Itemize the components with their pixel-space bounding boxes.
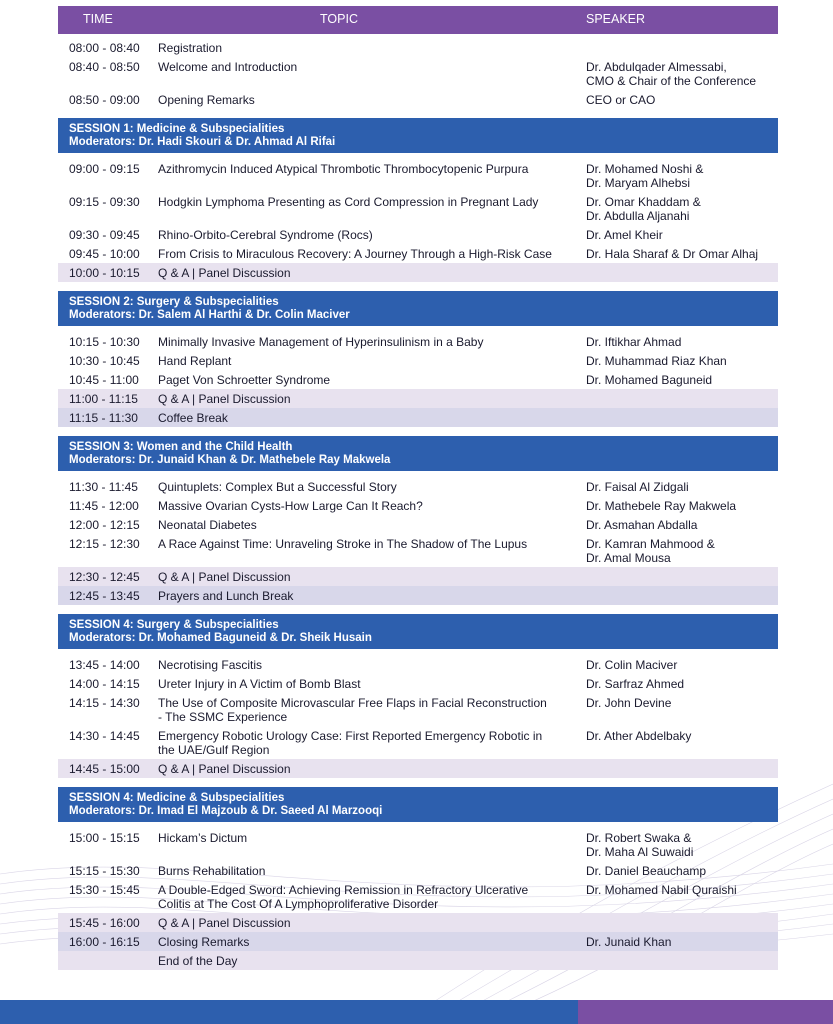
row-speaker: Dr. Iftikhar Ahmad: [586, 335, 682, 349]
row-topic: From Crisis to Miraculous Recovery: A Journey Through a High-Risk Case: [158, 247, 552, 261]
row-topic: Neonatal Diabetes: [158, 518, 257, 532]
row-topic: Paget Von Schroetter Syndrome: [158, 373, 331, 387]
footer-blue-bar: [0, 1000, 578, 1024]
agenda-row: [58, 655, 778, 674]
agenda-row: [58, 408, 778, 427]
agenda-row: [58, 477, 778, 496]
row-topic: Coffee Break: [158, 411, 228, 425]
row-time: 15:15 - 15:30: [69, 864, 140, 878]
row-speaker: Dr. Omar Khaddam & Dr. Abdulla Aljanahi: [586, 195, 701, 223]
row-time: 14:30 - 14:45: [69, 729, 140, 743]
row-time: 14:45 - 15:00: [69, 762, 140, 776]
row-topic: Q & A | Panel Discussion: [158, 570, 291, 584]
row-speaker: Dr. Asmahan Abdalla: [586, 518, 698, 532]
session-header: [58, 787, 778, 822]
agenda-row: [58, 586, 778, 605]
agenda-header: [58, 6, 778, 34]
session-moderators: Moderators: Dr. Junaid Khan & Dr. Mathebele Ray Makwela: [69, 453, 391, 466]
session-title: SESSION 1: Medicine & Subspecialities: [69, 123, 285, 135]
row-time: 14:15 - 14:30: [69, 696, 140, 710]
row-topic: Q & A | Panel Discussion: [158, 392, 291, 406]
row-topic: Opening Remarks: [158, 93, 255, 107]
row-topic: Emergency Robotic Urology Case: First Reported Emergency Robotic in the UAE/Gulf Region: [158, 729, 543, 757]
agenda-row: [58, 496, 778, 515]
row-time: 10:15 - 10:30: [69, 335, 140, 349]
agenda-row: [58, 534, 778, 567]
agenda-row: [58, 351, 778, 370]
agenda-row: [58, 38, 778, 57]
session-title: SESSION 3: Women and the Child Health: [69, 441, 293, 453]
row-time: 13:45 - 14:00: [69, 658, 140, 672]
row-topic: Closing Remarks: [158, 935, 250, 949]
footer-purple-bar: [578, 1000, 833, 1024]
row-speaker: Dr. John Devine: [586, 696, 672, 710]
row-topic: Burns Rehabilitation: [158, 864, 266, 878]
row-time: 10:30 - 10:45: [69, 354, 140, 368]
session-header: [58, 118, 778, 153]
session-moderators: Moderators: Dr. Hadi Skouri & Dr. Ahmad Al Rifai: [69, 135, 336, 148]
agenda-row: [58, 225, 778, 244]
row-time: 12:15 - 12:30: [69, 537, 140, 551]
agenda-row: [58, 828, 778, 861]
header-topic: TOPIC: [320, 12, 358, 26]
row-topic: Hodgkin Lymphoma Presenting as Cord Compression in Pregnant Lady: [158, 195, 539, 209]
agenda-row: [58, 370, 778, 389]
row-speaker: Dr. Mohamed Noshi & Dr. Maryam Alhebsi: [586, 162, 704, 190]
row-time: 11:15 - 11:30: [69, 411, 138, 425]
row-topic: Q & A | Panel Discussion: [158, 916, 291, 930]
row-time: 16:00 - 16:15: [69, 935, 140, 949]
agenda-row: [58, 159, 778, 192]
row-time: 12:00 - 12:15: [69, 518, 140, 532]
row-topic: Quintuplets: Complex But a Successful Story: [158, 480, 397, 494]
row-speaker: Dr. Junaid Khan: [586, 935, 672, 949]
session-moderators: Moderators: Dr. Mohamed Baguneid & Dr. Sheik Husain: [69, 631, 372, 644]
row-topic: Azithromycin Induced Atypical Thrombotic Thrombocytopenic Purpura: [158, 162, 529, 176]
header-time: TIME: [83, 12, 113, 26]
row-time: 10:45 - 11:00: [69, 373, 139, 387]
row-topic: Massive Ovarian Cysts-How Large Can It Reach?: [158, 499, 423, 513]
agenda-row: [58, 263, 778, 282]
row-speaker: Dr. Ather Abdelbaky: [586, 729, 692, 743]
session-header: [58, 436, 778, 471]
row-speaker: Dr. Mathebele Ray Makwela: [586, 499, 737, 513]
row-time: 15:30 - 15:45: [69, 883, 140, 897]
agenda-row: [58, 515, 778, 534]
row-speaker: CEO or CAO: [586, 93, 656, 107]
row-speaker: Dr. Amel Kheir: [586, 228, 663, 242]
agenda-row: [58, 674, 778, 693]
agenda-row: [58, 90, 778, 109]
row-topic: The Use of Composite Microvascular Free Flaps in Facial Reconstruction - The SSMC Experience: [158, 696, 547, 724]
row-topic: End of the Day: [158, 954, 238, 968]
row-topic: A Race Against Time: Unraveling Stroke in The Shadow of The Lupus: [158, 537, 528, 551]
row-topic: Rhino-Orbito-Cerebral Syndrome (Rocs): [158, 228, 373, 242]
row-time: 12:30 - 12:45: [69, 570, 140, 584]
agenda-row: [58, 726, 778, 759]
agenda-row: [58, 567, 778, 586]
row-time: 11:45 - 12:00: [69, 499, 139, 513]
row-speaker: Dr. Kamran Mahmood & Dr. Amal Mousa: [586, 537, 715, 565]
row-topic: Registration: [158, 41, 223, 55]
row-speaker: Dr. Hala Sharaf & Dr Omar Alhaj: [586, 247, 759, 261]
row-time: 11:00 - 11:15: [69, 392, 138, 406]
session-moderators: Moderators: Dr. Salem Al Harthi & Dr. Colin Maciver: [69, 308, 350, 321]
session-header: [58, 291, 778, 326]
agenda-row: [58, 861, 778, 880]
row-topic: Prayers and Lunch Break: [158, 589, 294, 603]
row-time: 15:00 - 15:15: [69, 831, 140, 845]
agenda-row: [58, 244, 778, 263]
row-time: 11:30 - 11:45: [69, 480, 138, 494]
row-speaker: Dr. Abdulqader Almessabi, CMO & Chair of the Conference: [586, 60, 757, 88]
row-topic: Ureter Injury in A Victim of Bomb Blast: [158, 677, 361, 691]
row-topic: A Double-Edged Sword: Achieving Remission in Refractory Ulcerative Colitis at The Cost Of A Lymphoproliferative Disorder: [158, 883, 529, 911]
agenda-row: [58, 951, 778, 970]
agenda-row: [58, 913, 778, 932]
session-header: [58, 614, 778, 649]
agenda-row: [58, 693, 778, 726]
row-time: 08:40 - 08:50: [69, 60, 140, 74]
agenda-row: [58, 389, 778, 408]
row-topic: Welcome and Introduction: [158, 60, 298, 74]
row-topic: Hand Replant: [158, 354, 232, 368]
session-moderators: Moderators: Dr. Imad El Majzoub & Dr. Saeed Al Marzooqi: [69, 804, 383, 817]
row-time: 09:00 - 09:15: [69, 162, 140, 176]
session-title: SESSION 2: Surgery & Subspecialities: [69, 296, 279, 308]
row-time: 08:00 - 08:40: [69, 41, 140, 55]
agenda-row: [58, 57, 778, 90]
row-topic: Hickam’s Dictum: [158, 831, 248, 845]
row-time: 09:45 - 10:00: [69, 247, 140, 261]
row-speaker: Dr. Mohamed Nabil Quraishi: [586, 883, 737, 897]
row-time: 09:15 - 09:30: [69, 195, 140, 209]
agenda-row: [58, 192, 778, 225]
row-topic: Minimally Invasive Management of Hyperinsulinism in a Baby: [158, 335, 484, 349]
agenda-row: [58, 332, 778, 351]
row-time: 14:00 - 14:15: [69, 677, 140, 691]
agenda-row: [58, 759, 778, 778]
session-title: SESSION 4: Medicine & Subspecialities: [69, 792, 285, 804]
row-speaker: Dr. Faisal Al Zidgali: [586, 480, 689, 494]
row-speaker: Dr. Robert Swaka & Dr. Maha Al Suwaidi: [586, 831, 694, 859]
header-speaker: SPEAKER: [586, 12, 646, 26]
agenda-row: [58, 932, 778, 951]
row-time: 09:30 - 09:45: [69, 228, 140, 242]
row-speaker: Dr. Sarfraz Ahmed: [586, 677, 685, 691]
row-time: 08:50 - 09:00: [69, 93, 140, 107]
row-time: 15:45 - 16:00: [69, 916, 140, 930]
row-speaker: Dr. Mohamed Baguneid: [586, 373, 713, 387]
row-topic: Q & A | Panel Discussion: [158, 762, 291, 776]
row-time: 10:00 - 10:15: [69, 266, 140, 280]
row-speaker: Dr. Daniel Beauchamp: [586, 864, 707, 878]
session-title: SESSION 4: Surgery & Subspecialities: [69, 619, 279, 631]
row-time: 12:45 - 13:45: [69, 589, 140, 603]
agenda-row: [58, 880, 778, 913]
row-speaker: Dr. Muhammad Riaz Khan: [586, 354, 727, 368]
row-speaker: Dr. Colin Maciver: [586, 658, 678, 672]
row-topic: Necrotising Fascitis: [158, 658, 263, 672]
agenda-table: [58, 38, 778, 970]
row-topic: Q & A | Panel Discussion: [158, 266, 291, 280]
